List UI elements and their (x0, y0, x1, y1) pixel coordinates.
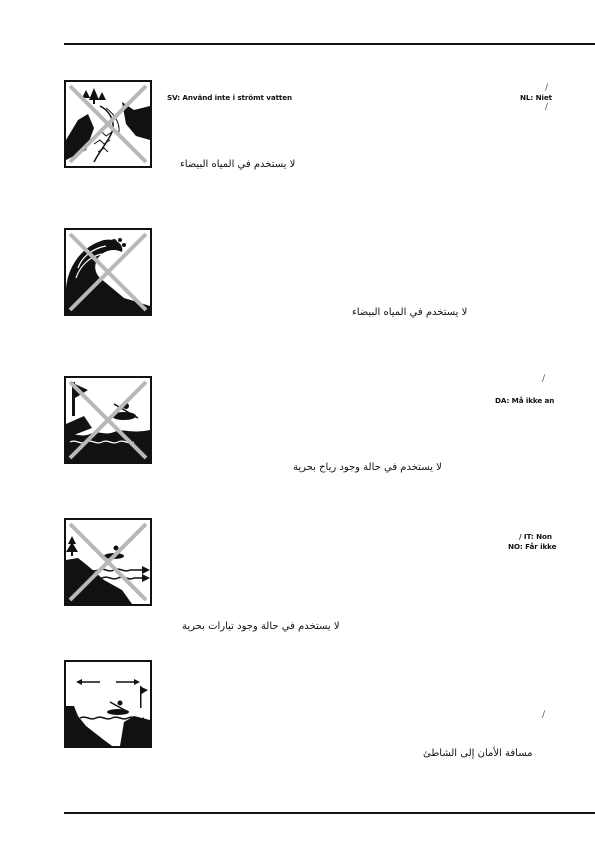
no-warning-text: NO: Får ikke (508, 542, 557, 551)
safe-distance-from-shore-pictogram (64, 660, 152, 748)
nl-warning-text: NL: Niet (520, 93, 552, 102)
no-currents-pictogram (64, 518, 152, 606)
sv-warning-text: SV: Använd inte i strömt vatten (167, 93, 293, 102)
no-whitewater-pictogram (64, 80, 152, 168)
ar-safety-text: مسافة الأمان إلى الشاطئ (423, 748, 533, 759)
no-currents-icon (64, 518, 152, 606)
no-offshore-wind-icon (64, 376, 152, 464)
separator-slash: / (542, 710, 546, 720)
da-warning-text: DA: Må ikke an (495, 396, 555, 405)
separator-slash: / (545, 102, 549, 112)
ar-warning-text: لا يستخدم في المياه البيضاء (352, 307, 468, 318)
no-breaking-waves-pictogram (64, 228, 152, 316)
separator-slash: / (545, 83, 549, 93)
no-breaking-waves-icon (64, 228, 152, 316)
ar-warning-text: لا يستخدم في المياه البيضاء (180, 159, 296, 170)
safe-distance-icon (64, 660, 152, 748)
no-whitewater-icon (64, 80, 152, 168)
no-offshore-wind-pictogram (64, 376, 152, 464)
ar-warning-text: لا يستخدم في حالة وجود رياح بحرية (293, 462, 442, 473)
separator-slash: / (542, 374, 546, 384)
top-rule (64, 43, 595, 45)
bottom-rule (64, 812, 595, 814)
it-warning-text: / IT: Non (519, 532, 552, 541)
ar-warning-text: لا يستخدم في حالة وجود تيارات بحرية (182, 621, 340, 632)
